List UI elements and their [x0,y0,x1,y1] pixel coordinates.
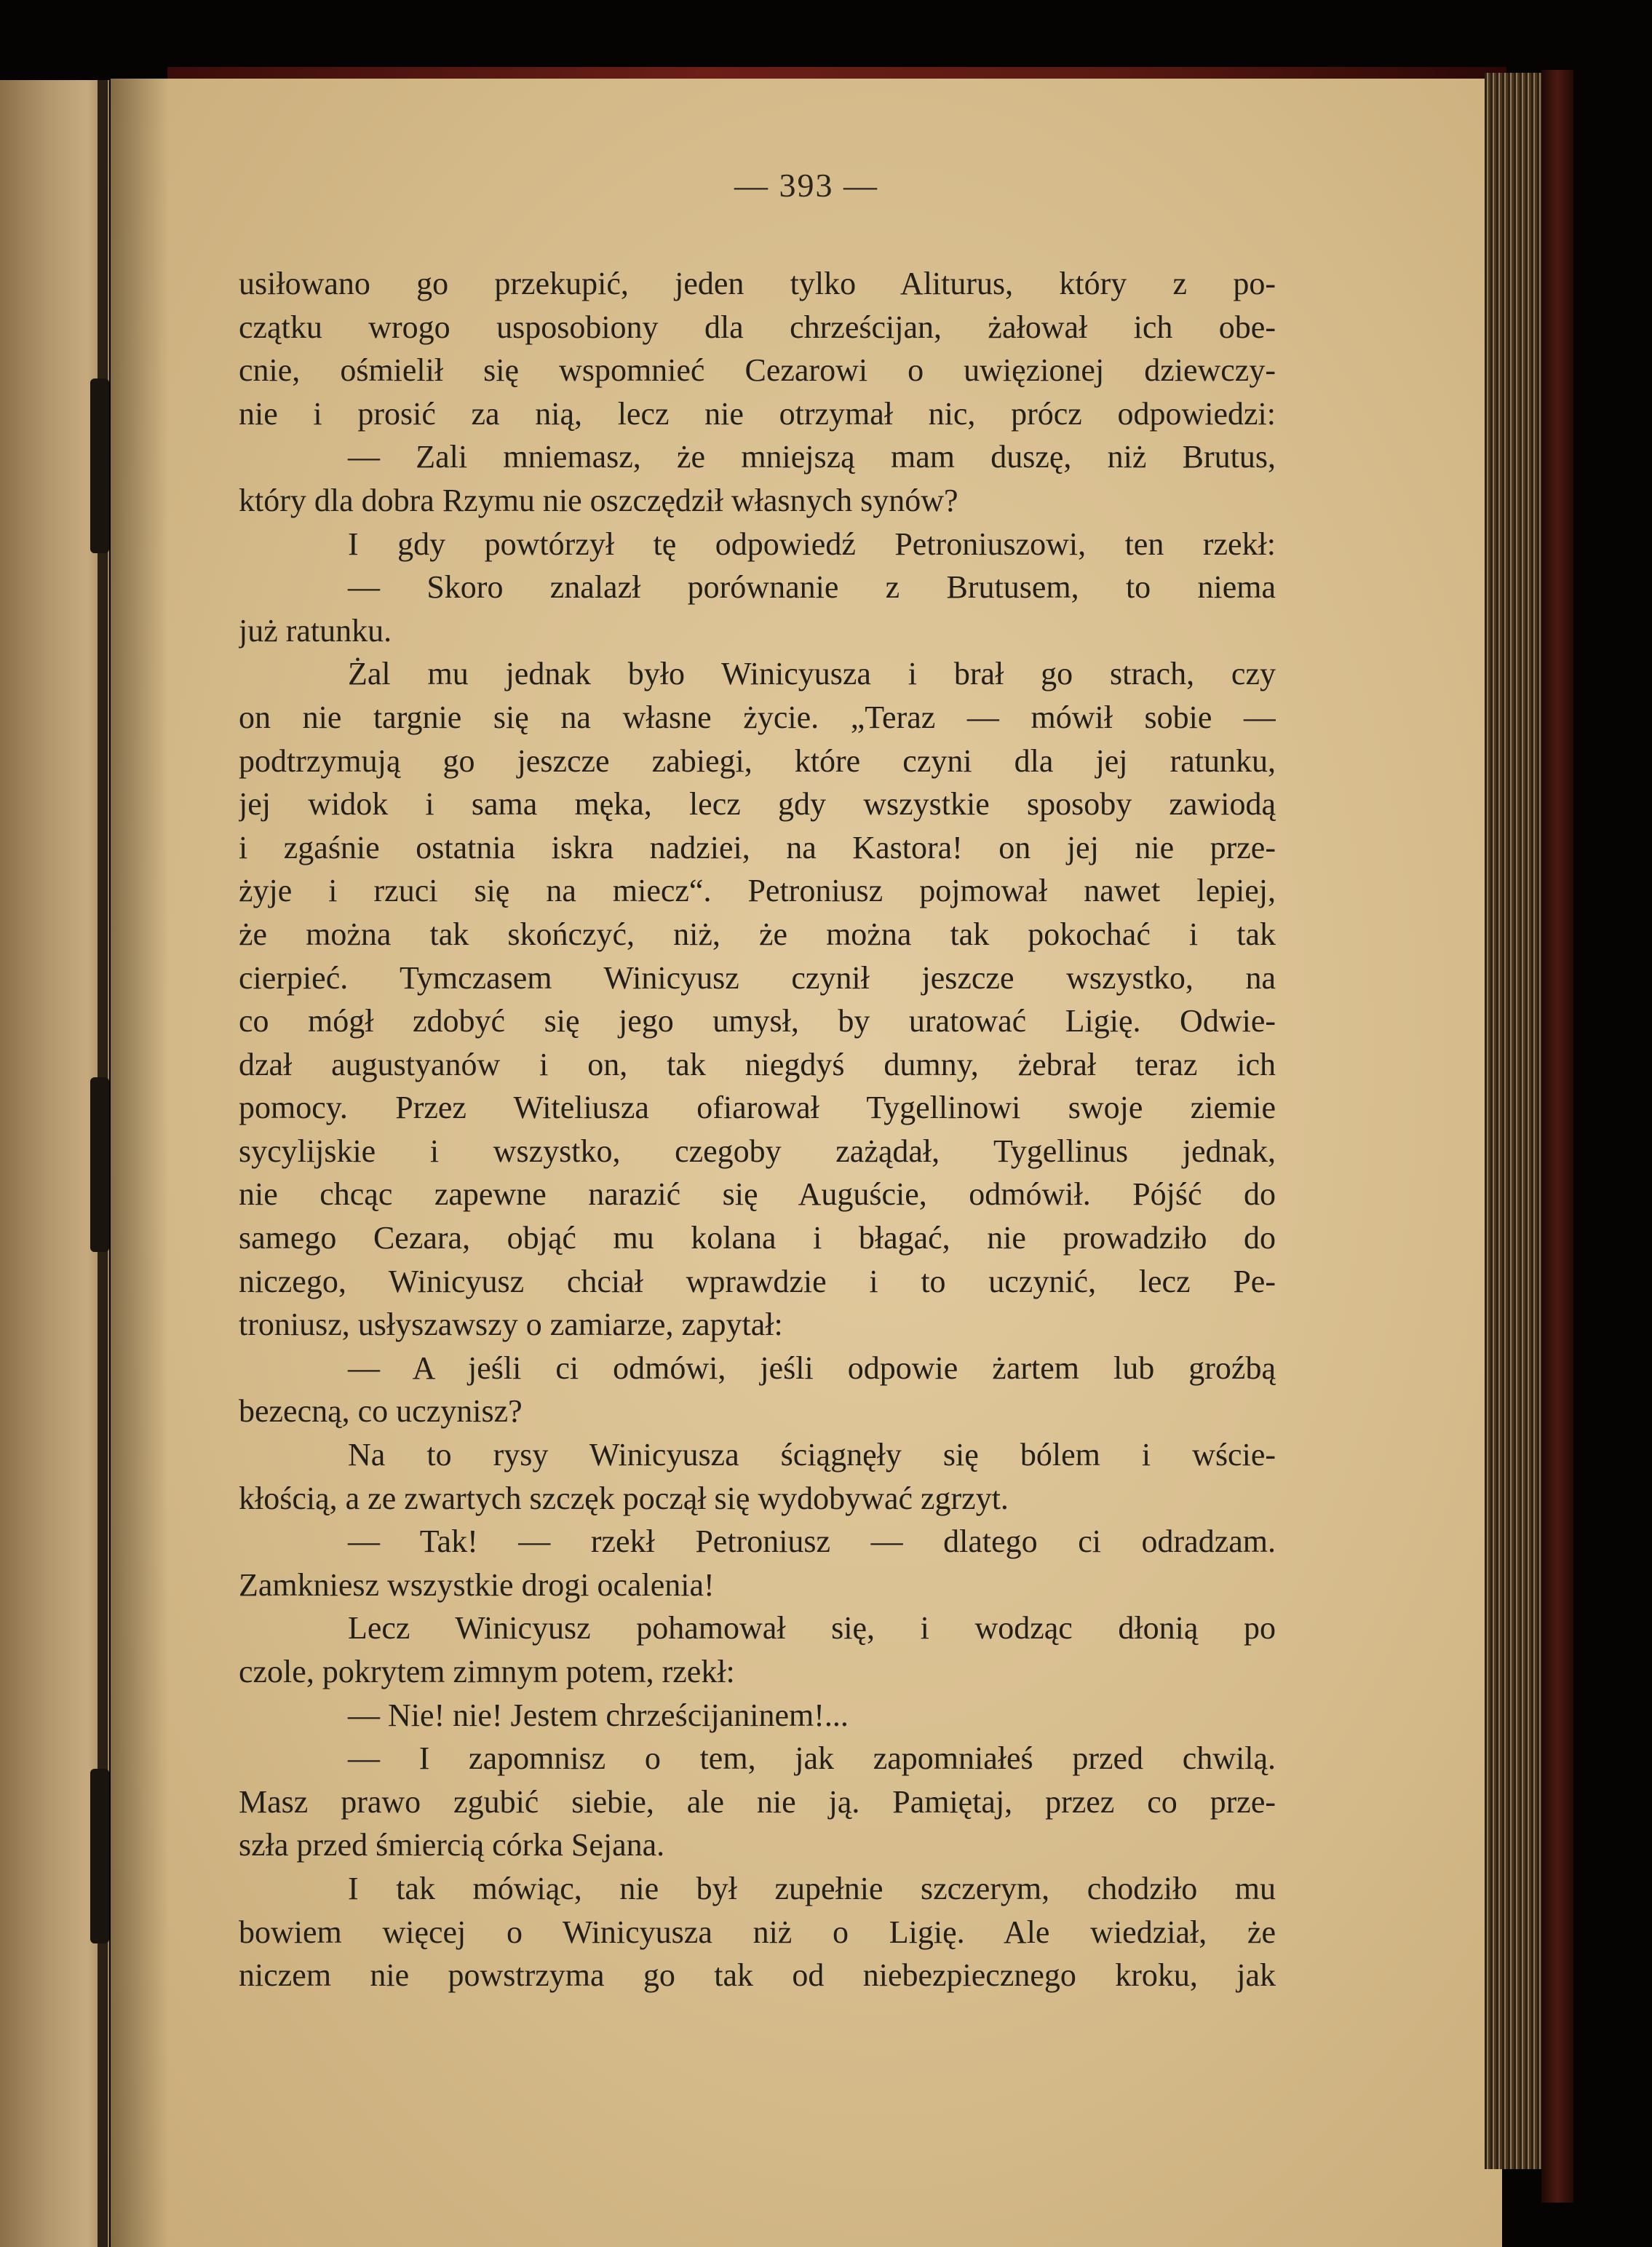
text-line: Masz prawo zgubić siebie, ale nie ją. Pamiętaj, przez co prze- [239,1783,1276,1820]
text-line: czątku wrogo usposobiony dla chrześcijan, żałował ich obe- [239,309,1276,345]
text-line: który dla dobra Rzymu nie oszczędził własnych synów? [239,482,958,518]
text-line: kłością, a ze zwartych szczęk począł się wydobywać zgrzyt. [239,1480,1009,1516]
text-line: bowiem więcej o Winicyusza niż o Ligię. Ale wiedział, że [239,1914,1276,1950]
text-line: czole, pokrytem zimnym potem, rzekł: [239,1654,735,1689]
text-line: samego Cezara, objąć mu kolana i błagać, nie prowadziło do [239,1220,1276,1256]
gutter-shadow [111,79,169,2247]
text-line: bezecną, co uczynisz? [239,1393,523,1430]
text-line: i zgaśnie ostatnia iskra nadziei, na Kastora! on jej nie prze- [239,829,1276,865]
text-line: — Skoro znalazł porównanie z Brutusem, to niema [348,569,1276,606]
text-line: pomocy. Przez Witeliusza ofiarował Tygellinowi swoje ziemie [239,1090,1276,1126]
text-line: — I zapomnisz o tem, jak zapomniałeś przed chwilą. [348,1740,1276,1777]
text-line: usiłowano go przekupić, jeden tylko Aliturus, który z po- [239,266,1276,301]
binding-clip [90,379,109,553]
text-line: — Tak! — rzekł Petroniusz — dlatego ci odradzam. [348,1523,1276,1560]
page-number-header: — 393 — [734,167,878,204]
text-line: już ratunku. [239,612,392,649]
binding-clip [90,1769,109,1943]
text-line: że można tak skończyć, niż, że można tak pokochać i tak [239,916,1276,952]
text-line: I gdy powtórzył tę odpowiedź Petroniuszowi, ten rzekł: [348,526,1276,562]
text-line: Zamkniesz wszystkie drogi ocalenia! [239,1566,715,1603]
text-line: — A jeśli ci odmówi, jeśli odpowie żartem lub groźbą [348,1350,1276,1386]
page-fore-edge [1485,73,1541,2169]
text-line: podtrzymują go jeszcze zabiegi, które czyni dla jej ratunku, [239,742,1276,779]
text-line: nie i prosić za nią, lecz nie otrzymał nic, prócz odpowiedzi: [239,395,1276,432]
text-line: Na to rysy Winicyusza ściągnęły się bólem i wście- [348,1437,1276,1473]
text-line: sycylijskie i wszystko, czegoby zażądał, Tygellinus jednak, [239,1133,1276,1169]
text-line: cierpieć. Tymczasem Winicyusz czynił jeszcze wszystko, na [239,959,1276,996]
binding-clip [90,1077,109,1252]
text-line: cnie, ośmielił się wspomnieć Cezarowi o uwięzionej dziewczy- [239,352,1276,389]
text-line: Żal mu jednak było Winicyusza i brał go strach, czy [348,656,1276,692]
text-line: nie chcąc zapewne narazić się Auguście, odmówił. Pójść do [239,1176,1276,1213]
text-line: — Zali mniemasz, że mniejszą mam duszę, niż Brutus, [348,439,1276,475]
text-line: niczego, Winicyusz chciał wprawdzie i to uczynić, lecz Pe- [239,1263,1276,1299]
text-line: żyje i rzuci się na miecz“. Petroniusz pojmował nawet lepiej, [239,873,1276,909]
text-line: niczem nie powstrzyma go tak od niebezpiecznego kroku, jak [239,1957,1276,1994]
text-line: on nie targnie się na własne życie. „Teraz — mówił sobie — [239,699,1276,735]
body-text [239,262,1276,1997]
cover-right-edge [1541,70,1573,2203]
text-line: jej widok i sama męka, lecz gdy wszystkie sposoby zawiodą [239,786,1276,823]
text-line: dzał augustyanów i on, tak niegdyś dumny, żebrał teraz ich [239,1046,1276,1082]
text-line: co mógł zdobyć się jego umysł, by uratować Ligię. Odwie- [239,1003,1276,1039]
text-line: — Nie! nie! Jestem chrześcijaninem!... [348,1697,849,1733]
text-line: I tak mówiąc, nie był zupełnie szczerym, chodziło mu [348,1870,1276,1906]
text-line: Lecz Winicyusz pohamował się, i wodząc dłonią po [348,1610,1276,1646]
text-line: szła przed śmiercią córka Sejana. [239,1827,665,1863]
text-line: troniusz, usłyszawszy o zamiarze, zapytał: [239,1307,783,1343]
